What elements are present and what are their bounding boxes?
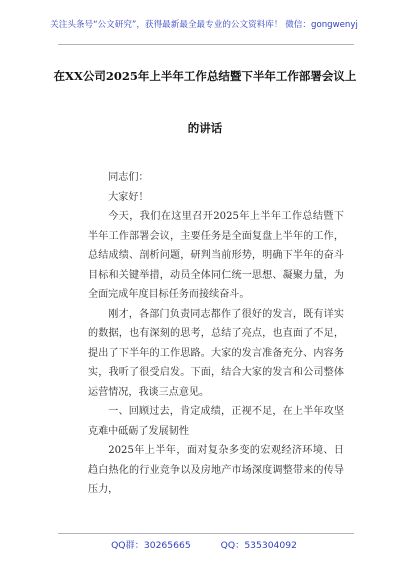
paragraph-response: 刚才，各部门负责同志都作了很好的发言，既有详实的数据，也有深刻的思考，总结了亮点，也直面了不足，提出了下半年的工作思路。大家的发言准备充分、内容务实，我听了很受启发。下面，结合大家的发言和公司整体运营情况，我谈三点意见。 [88, 308, 344, 398]
footer-qq-number: QQ：535304092 [220, 540, 297, 551]
document-title-line-1: 在XX公司2025年上半年工作总结暨下半年工作部署会议上 [53, 69, 357, 83]
footer-divider [58, 533, 354, 534]
section-heading-one: 一、回顾过去，肯定成绩，正视不足，在上半年攻坚克难中砥砺了发展韧性 [88, 406, 344, 437]
document-body [88, 168, 344, 500]
greeting: 同志们： [108, 172, 149, 183]
header-banner: 关注头条号“公文研究”，获得最新最全最专业的公文资料库！ 微信：gongwenyj [50, 20, 358, 30]
footer-contact [0, 537, 408, 551]
paragraph-section-one: 2025年上半年，面对复杂多变的宏观经济环境、日趋白热化的行业竞争以及房地产市场深度调整带来的传导压力， [88, 445, 344, 495]
paragraph-opening: 今天，我们在这里召开2025年上半年工作总结暨下半年工作部署会议，主要任务是全面复盘上半年的工作，总结成绩、剖析问题，研判当前形势，明确下半年的奋斗目标和关键举措，动员全体同仁统一思想、凝聚力量，为全面完成年度目标任务而接续奋斗。 [88, 211, 344, 300]
header-divider [58, 44, 354, 45]
footer-qq-group: QQ群：30265665 [111, 540, 191, 551]
salutation: 大家好！ [108, 191, 149, 203]
document-title-line-2: 的讲话 [187, 121, 223, 135]
